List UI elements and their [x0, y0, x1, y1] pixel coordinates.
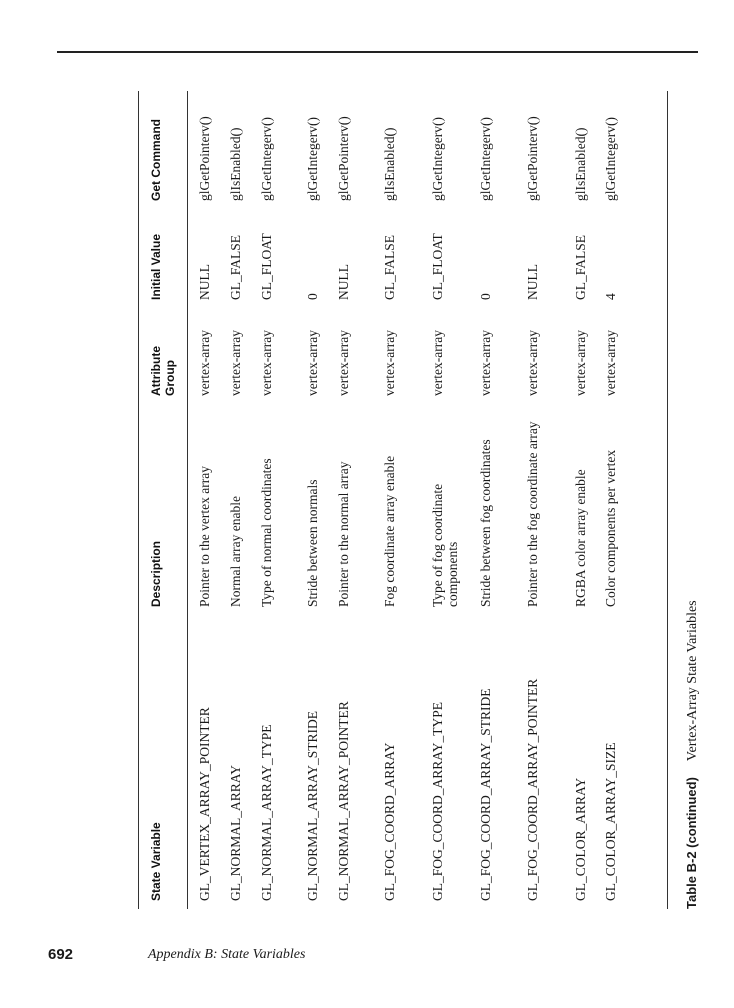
cell-attribute-group: vertex-array — [305, 330, 320, 396]
cell-description: Pointer to the fog coordinate array — [525, 421, 540, 607]
cell-initial-value: 4 — [603, 293, 618, 300]
cell-get-command: glGetPointerv() — [525, 116, 540, 201]
state-variable-table — [138, 91, 668, 909]
page-number: 692 — [48, 946, 74, 963]
cell-initial-value: 0 — [478, 293, 493, 300]
cell-get-command: glIsEnabled() — [382, 127, 397, 201]
cell-description: Pointer to the normal array — [336, 461, 351, 607]
cell-get-command: glGetPointerv() — [336, 116, 351, 201]
cell-attribute-group: vertex-array — [430, 330, 445, 396]
cell-get-command: glGetPointerv() — [197, 116, 212, 201]
table-caption — [683, 91, 703, 909]
cell-state-variable: GL_FOG_COORD_ARRAY_POINTER — [525, 678, 540, 901]
cell-get-command: glGetIntegerv() — [259, 117, 274, 201]
cell-initial-value: 0 — [305, 293, 320, 300]
cell-attribute-group: vertex-array — [336, 330, 351, 396]
table-caption-title: Vertex-Array State Variables — [685, 600, 700, 762]
cell-description: Fog coordinate array enable — [382, 455, 397, 607]
cell-attribute-group: vertex-array — [228, 330, 243, 396]
cell-state-variable: GL_VERTEX_ARRAY_POINTER — [197, 707, 212, 901]
cell-initial-value: GL_FALSE — [228, 234, 243, 300]
cell-description: Stride between normals — [305, 479, 320, 607]
header-rule — [187, 91, 188, 909]
rotated-table-region — [138, 91, 734, 909]
cell-attribute-group: vertex-array — [382, 330, 397, 396]
cell-initial-value: NULL — [525, 264, 540, 300]
cell-description: Color components per vertex — [603, 449, 618, 607]
cell-description: Pointer to the vertex array — [197, 466, 212, 607]
cell-attribute-group: vertex-array — [478, 330, 493, 396]
cell-state-variable: GL_NORMAL_ARRAY — [228, 764, 243, 901]
header-state-variable: State Variable — [149, 822, 163, 901]
cell-state-variable: GL_NORMAL_ARRAY_STRIDE — [305, 710, 320, 901]
cell-description: RGBA color array enable — [573, 469, 588, 607]
header-get-command: Get Command — [149, 118, 163, 201]
cell-get-command: glGetIntegerv() — [603, 117, 618, 201]
cell-attribute-group: vertex-array — [525, 330, 540, 396]
cell-attribute-group: vertex-array — [259, 330, 274, 396]
cell-initial-value: NULL — [336, 264, 351, 300]
cell-state-variable: GL_FOG_COORD_ARRAY — [382, 742, 397, 901]
cell-description: Stride between fog coordinates — [478, 439, 493, 607]
cell-initial-value: GL_FALSE — [382, 234, 397, 300]
running-head: Appendix B: State Variables — [148, 947, 306, 962]
cell-get-command: glIsEnabled() — [228, 127, 243, 201]
top-rule — [57, 51, 698, 53]
header-initial-value: Initial Value — [149, 233, 163, 300]
cell-state-variable: GL_FOG_COORD_ARRAY_TYPE — [430, 701, 445, 901]
header-description: Description — [149, 540, 163, 607]
cell-attribute-group: vertex-array — [573, 330, 588, 396]
cell-initial-value: GL_FLOAT — [430, 233, 445, 300]
cell-get-command: glGetIntegerv() — [478, 117, 493, 201]
header-attribute-group: Attribute Group — [149, 346, 177, 396]
cell-initial-value: GL_FLOAT — [259, 233, 274, 300]
table-caption-label: Table B-2 (continued) — [684, 777, 699, 909]
table-block — [138, 91, 734, 909]
cell-description: Type of normal coordinates — [259, 458, 274, 607]
cell-description: Normal array enable — [228, 496, 243, 607]
cell-state-variable: GL_FOG_COORD_ARRAY_STRIDE — [478, 688, 493, 901]
cell-get-command: glIsEnabled() — [573, 127, 588, 201]
cell-description: Type of fog coordinate components — [430, 483, 460, 607]
cell-state-variable: GL_COLOR_ARRAY_SIZE — [603, 742, 618, 901]
cell-initial-value: GL_FALSE — [573, 234, 588, 300]
cell-state-variable: GL_COLOR_ARRAY — [573, 777, 588, 901]
cell-state-variable: GL_NORMAL_ARRAY_POINTER — [336, 701, 351, 901]
cell-initial-value: NULL — [197, 264, 212, 300]
cell-state-variable: GL_NORMAL_ARRAY_TYPE — [259, 724, 274, 901]
cell-attribute-group: vertex-array — [197, 330, 212, 396]
cell-get-command: glGetIntegerv() — [430, 117, 445, 201]
cell-get-command: glGetIntegerv() — [305, 117, 320, 201]
cell-attribute-group: vertex-array — [603, 330, 618, 396]
